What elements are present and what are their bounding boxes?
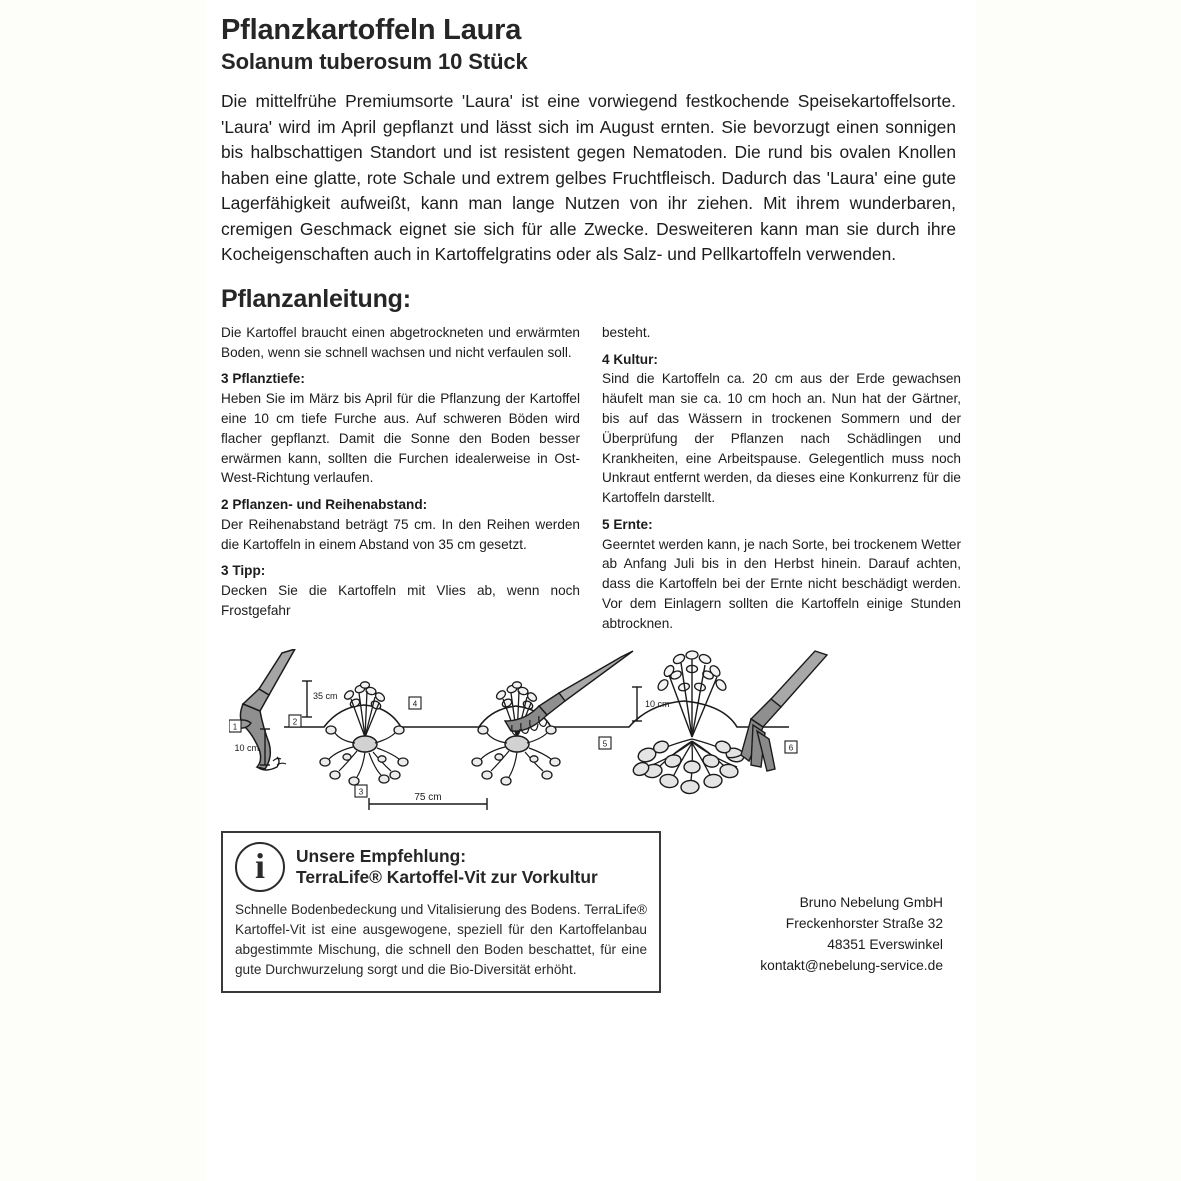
instruction-paragraph: Die Kartoffel braucht einen abgetrockneten und erwärmten Boden, wenn sie schnell wachsen und nicht verfaulen soll. [221, 324, 580, 360]
info-icon: i [235, 842, 285, 892]
callout-3 [355, 785, 367, 797]
footer-area [221, 831, 961, 993]
plant-mature [631, 651, 745, 795]
instruction-paragraph: Der Reihenabstand beträgt 75 cm. In den Reihen werden die Kartoffeln in einem Abstand von 35 cm gesetzt. [221, 516, 580, 552]
callout-2 [289, 715, 301, 727]
callout-6 [785, 741, 797, 753]
instruction-paragraph: Geerntet werden kann, je nach Sorte, bei trockenem Wetter ab Anfang Juli bis in den Herbst hinein. Darauf achten, dass die Kartoffeln bei der Ernte nicht beschädigt werden. Vor dem Einlagern sollten die Kartoffeln einige Stunden abtrocknen. [602, 536, 961, 631]
svg-text:6: 6 [788, 743, 794, 753]
intro-paragraph: Die mittelfrühe Premiumsorte 'Laura' ist eine vorwiegend festkochende Speisekartoffelsorte. 'Laura' wird im April gepflanzt und lässt sich im August ernten. Sie bevorzugt einen sonnigen bis halbschattigen Standort und ist resistent gegen Nematoden. Die rund bis ovalen Knollen haben eine glatte, rote Schale und extrem gelbes Fruchtfleisch. Dadurch das 'Laura' eine gute Lagerfähigkeit aufweißt, kann man lange Nutzen von ihr ziehen. Mit ihrem wunderbaren, cremigen Geschmack eignet sie sich für alle Zwecke. Desweiteren kann man sie durch ihre Kocheigenschaften auch in Kartoffelgratins oder als Salz- und Pellkartoffeln verwenden. [221, 91, 956, 265]
recommendation-title-line1: Unsere Empfehlung: [296, 846, 467, 866]
recommendation-title [296, 846, 598, 889]
dimension-spacing-35 [302, 681, 338, 717]
callout-4 [409, 697, 421, 709]
instructions-right-column [602, 323, 961, 633]
instruction-paragraph: Heben Sie im März bis April für die Pflanzung der Kartoffel eine 10 cm tiefe Furche aus. Auf schweren Böden wird flacher gepflanzt. Damit die Sonne den Boden besser erwärmen kann, sollten die Furchen idealerweise in Ost-West-Richtung verlaufen. [221, 391, 580, 486]
instruction-step-heading: 5 Ernte: [602, 516, 653, 532]
dimension-label-10cm-left: 10 cm [234, 743, 259, 754]
dimension-label-35cm: 35 cm [313, 691, 338, 702]
plant-young-2 [472, 682, 560, 785]
recommendation-body: Schnelle Bodenbedeckung und Vitalisierung des Bodens. TerraLife® Kartoffel-Vit ist eine ausgewogene, speziell für den Kartoffelanbau abgestimmte Mischung, die schnell den Boden beschattet, für eine gute Durchwurzelung sorgt und die Bio-Diversität erhöht. [235, 902, 647, 977]
address-city: 48351 Everswinkel [827, 937, 943, 953]
instruction-step-heading: 3 Pflanztiefe: [221, 371, 305, 387]
svg-text:1: 1 [232, 722, 238, 732]
svg-text:4: 4 [412, 699, 418, 709]
instruction-paragraph: Decken Sie die Kartoffeln mit Vlies ab, wenn noch Frostgefahr [221, 583, 580, 618]
company-address [661, 831, 961, 977]
address-street: Freckenhorster Straße 32 [785, 916, 943, 932]
instruction-step-heading: 2 Pflanzen- und Reihenabstand: [221, 497, 428, 513]
recommendation-title-line2: TerraLife® Kartoffel-Vit zur Vorkultur [296, 867, 598, 888]
svg-text:3: 3 [358, 787, 364, 797]
address-email: kontakt@nebelung-service.de [760, 958, 943, 974]
instruction-step-heading: 3 Tipp: [221, 563, 266, 579]
page-title: Pflanzkartoffeln Laura [221, 14, 522, 46]
callout-5 [599, 737, 611, 749]
instructions-left-column [221, 323, 580, 633]
svg-text:5: 5 [602, 739, 608, 749]
dimension-rowspacing-75 [369, 792, 487, 810]
digging-fork [727, 651, 827, 771]
instruction-paragraph: Sind die Kartoffeln ca. 20 cm aus der Erde gewachsen häufelt man sie ca. 10 cm hoch an. Nun hat der Gärtner, bis auf das Wässern in trockenen Sommern und der Überprüfung der Pflanzen nach Schädlingen und Krankheiten, eine Arbeitspause. Gelegentlich muss noch Unkraut entfernt werden, da dieses eine Konkurrenz für die Kartoffeln darstellt. [602, 371, 961, 506]
packet-page [205, 0, 976, 1181]
instructions-columns [221, 323, 961, 633]
callout-1 [229, 720, 241, 732]
recommendation-box [221, 831, 661, 993]
instruction-paragraph: besteht. [602, 324, 651, 340]
packet-content [221, 14, 961, 993]
planting-illustration-svg [229, 649, 929, 819]
page-subtitle: Solanum tuberosum 10 Stück [221, 49, 528, 75]
dimension-hilling-10 [632, 687, 670, 721]
instructions-heading: Pflanzanleitung: [221, 284, 411, 313]
instruction-step-heading: 4 Kultur: [602, 351, 658, 367]
dimension-label-75cm: 75 cm [414, 792, 442, 804]
recommendation-header [235, 842, 647, 892]
svg-text:2: 2 [292, 717, 298, 727]
dimension-label-10cm-right: 10 cm [645, 699, 670, 710]
address-company: Bruno Nebelung GmbH [799, 895, 943, 911]
planting-illustration [221, 649, 961, 819]
